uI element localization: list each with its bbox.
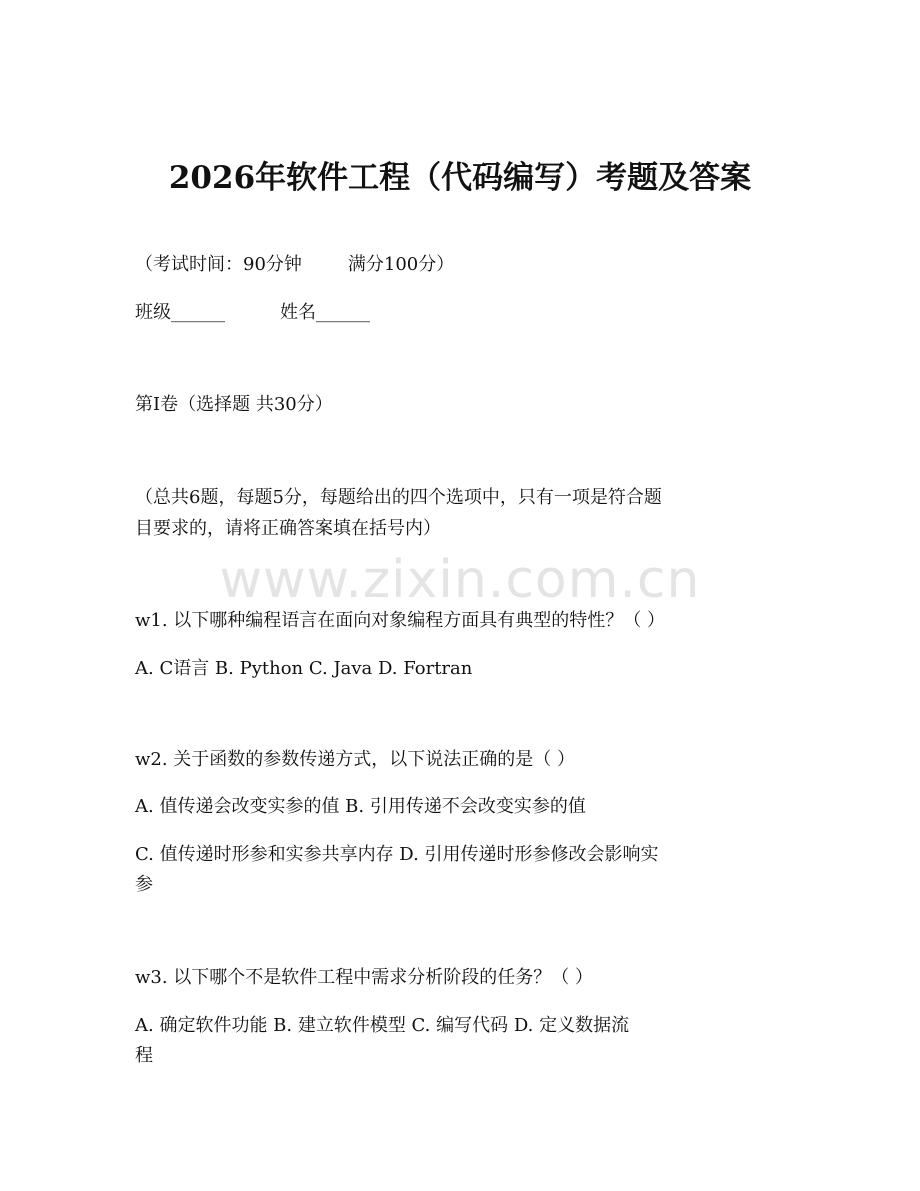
exam-info [135,252,454,278]
section-title: 第I卷（选择题 共30分） [135,394,333,415]
student-info [135,300,370,326]
watermark: www.zixin.com.cn [219,550,701,610]
page-title: 2026年软件工程（代码编写）考题及答案 [168,160,752,196]
question-3-stem: w3. 以下哪个不是软件工程中需求分析阶段的任务？（ ） [135,967,594,988]
question-3-options-line-2: 程 [135,1045,153,1066]
instructions-line-1: （总共6题，每题5分，每题给出的四个选项中，只有一项是符合题 [135,487,662,508]
question-2-stem: w2. 关于函数的参数传递方式，以下说法正确的是（ ） [135,749,576,770]
question-2-options-line-2: C. 值传递时形参和实参共享内存 D. 引用传递时形参修改会影响实 [135,844,659,865]
question-2-options-line-1: A. 值传递会改变实参的值 B. 引用传递不会改变实参的值 [135,796,586,817]
class-field: 班级______ [135,302,225,323]
question-3-options-line-1: A. 确定软件功能 B. 建立软件模型 C. 编写代码 D. 定义数据流 [135,1015,630,1036]
name-field: 姓名______ [280,302,370,323]
instructions-line-2: 目要求的，请将正确答案填在括号内） [135,518,441,539]
exam-time: （考试时间：90分钟 [135,254,302,275]
question-1-stem: w1. 以下哪种编程语言在面向对象编程方面具有典型的特性？（ ） [135,610,666,631]
question-2-options-line-3: 参 [135,874,153,895]
exam-full-score: 满分100分） [347,254,455,275]
question-1-options: A. C语言 B. Python C. Java D. Fortran [135,658,473,679]
